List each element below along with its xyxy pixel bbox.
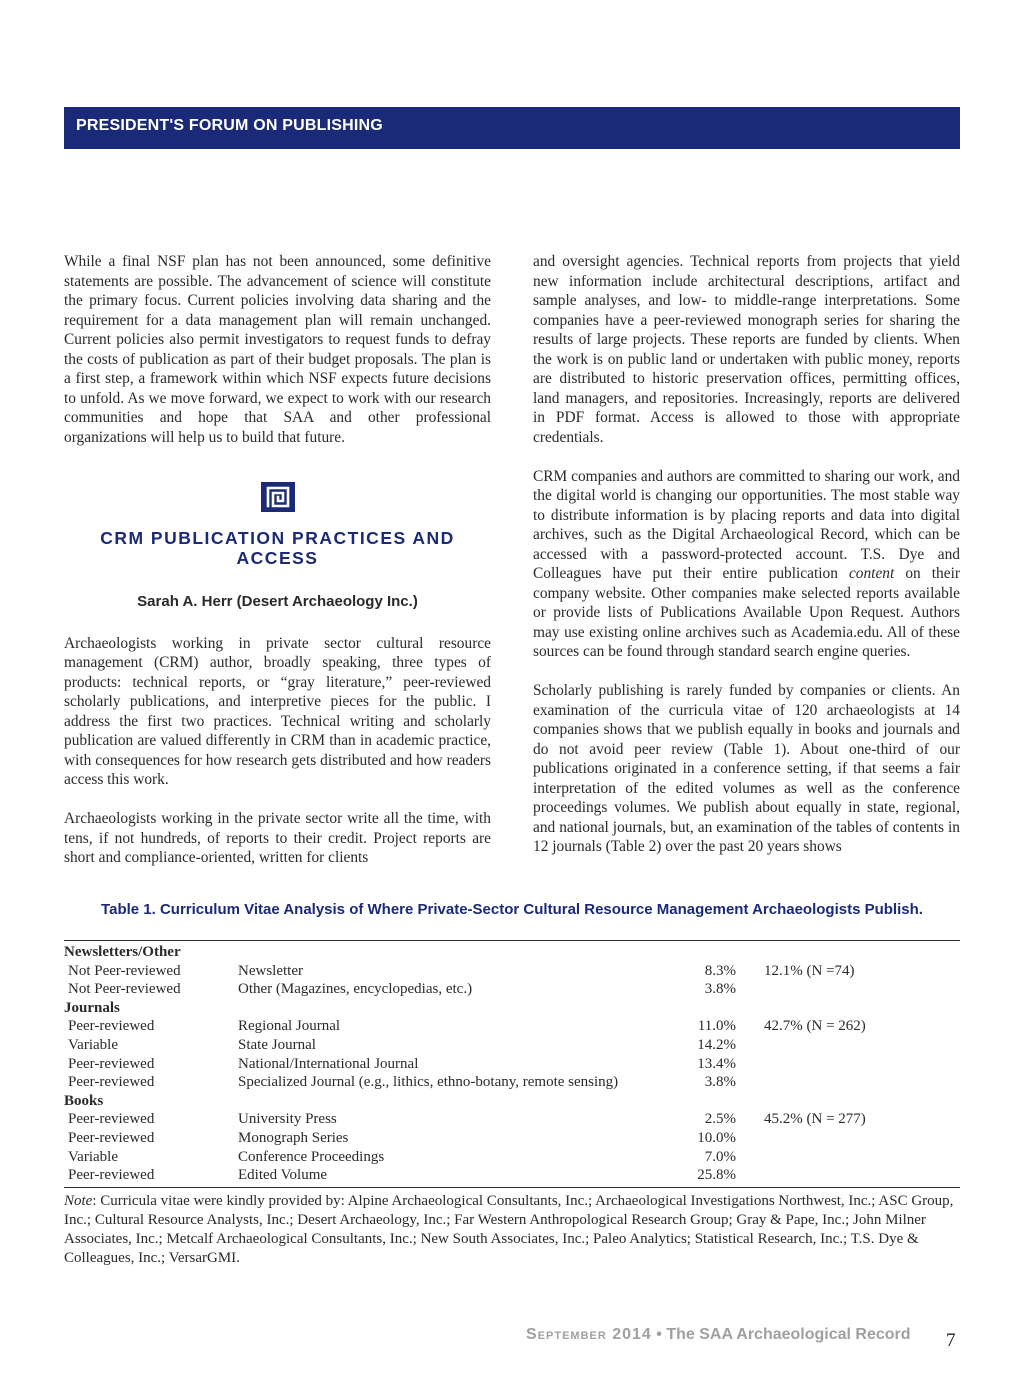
cv-analysis-table [64, 940, 960, 1188]
table-cell-c1: Peer-reviewed [68, 1129, 155, 1146]
table-cell-c2: University Press [238, 1111, 337, 1128]
table-row [64, 1166, 960, 1185]
table-row [64, 1148, 960, 1167]
table-cell-c3: 3.8% [704, 1074, 736, 1091]
table-cell-c3: 13.4% [697, 1055, 736, 1072]
table-cell-c2: Regional Journal [238, 1018, 341, 1035]
table-cell-c4 [764, 999, 960, 1018]
table-row [64, 1055, 960, 1074]
left-column [64, 252, 491, 887]
table-cell-c1: Newsletters/Other [64, 944, 181, 960]
table-group-row [64, 999, 960, 1018]
table-cell-c2: Monograph Series [238, 1129, 349, 1146]
table-cell-c1: Books [64, 1092, 104, 1109]
table-caption: Table 1. Curriculum Vitae Analysis of Where Private-Sector Cultural Resource Management Archaeologists Publish. [101, 901, 923, 918]
digital-sharing-paragraph: CRM companies and authors are committed to sharing our work, and the digital world is changing our opportunities. The most stable way to distribute information is by placing reports and data into digital archives, such as the Digital Archaeological Record, which can be accessed with a password-protected account. T.S. Dye and Colleagues have put their entire publication content on their company website. Other companies make selected reports available or provide lists of Publications Available Upon Request. Authors may use existing online archives such as Academia.edu. All of these sources can be found through standard search engine queries. [533, 467, 960, 660]
table-cell-c1: Peer-reviewed [68, 1055, 155, 1072]
table-cell-c1: Variable [68, 1036, 118, 1053]
table-cell-c1: Not Peer-reviewed [68, 981, 181, 998]
table-cell-c3: 14.2% [697, 1036, 736, 1053]
table-cell-c4: 42.7% (N = 262) [764, 1018, 866, 1035]
table-cell-c2: Specialized Journal (e.g., lithics, ethno-botany, remote sensing) [238, 1074, 619, 1091]
table-cell-c3: 3.8% [704, 981, 736, 998]
table-cell-c2: State Journal [238, 1036, 316, 1053]
table-cell-c4 [764, 943, 960, 962]
table-cell-c3: 7.0% [704, 1148, 736, 1165]
table-cell-c2 [238, 1092, 682, 1111]
table-cell-c2: Edited Volume [238, 1167, 328, 1184]
table-cell-c4 [764, 1148, 960, 1167]
table-note [64, 1192, 960, 1268]
table-row [64, 1129, 960, 1148]
footer-date: September 2014 [526, 1326, 652, 1343]
table-cell-c2: Other (Magazines, encyclopedias, etc.) [238, 981, 473, 998]
table-cell-c1: Not Peer-reviewed [68, 962, 181, 979]
page-number: 7 [946, 1330, 956, 1351]
table-cell-c1: Peer-reviewed [68, 1167, 155, 1184]
table-row [64, 1017, 960, 1036]
table-cell-c3: 25.8% [697, 1167, 736, 1184]
crm-reports-paragraph: Archaeologists working in the private sector write all the time, with tens, if not hundreds, of reports to their credit. Project reports are short and compliance-oriented, written for clients [64, 810, 491, 866]
scholarly-publishing-paragraph: Scholarly publishing is rarely funded by companies or clients. An examination of the curricula vitae of 120 archaeologists at 14 companies shows that we publish equally in books and journals and do not avoid peer review (Table 1). About one-third of our publications originated in a conference setting, if that seems a fair interpretation of the edited volumes as well as the conference proceedings volumes. We publish about equally in state, regional, and national journals, but, an examination of the tables of contents in 12 journals (Table 2) over the past 20 years shows [533, 682, 960, 855]
table-cell-c4 [764, 1166, 960, 1185]
table-group-row [64, 943, 960, 962]
table-cell-c3: 10.0% [697, 1129, 736, 1146]
note-label: Note [64, 1193, 93, 1209]
table-cell-c4 [764, 1036, 960, 1055]
page-footer [526, 1326, 911, 1344]
table-row [64, 1110, 960, 1129]
oversight-paragraph: and oversight agencies. Technical reports from projects that yield new information include architectural descriptions, artifact and sample analyses, and low- to middle-range interpretations. Some companies have a peer-reviewed monograph series for sharing the results of large projects. These reports are funded by clients. When the work is on public land or undertaken with public money, reports are distributed to historic preservation offices, permitting offices, land managers, and repositories. Increasingly, reports are delivered in PDF format. Access is allowed to those with appropriate credentials. [533, 253, 960, 446]
table-cell-c3 [682, 943, 764, 962]
table-cell-c4 [764, 1073, 960, 1092]
author-byline: Sarah A. Herr (Desert Archaeology Inc.) [137, 593, 418, 610]
table-row [64, 1073, 960, 1092]
table-cell-c3 [682, 999, 764, 1018]
table-cell-c1: Peer-reviewed [68, 1018, 155, 1035]
table-cell-c4 [764, 980, 960, 999]
table-cell-c3: 8.3% [704, 962, 736, 979]
table-cell-c4 [764, 1092, 960, 1111]
footer-separator: • [651, 1326, 667, 1343]
table-cell-c4: 45.2% (N = 277) [764, 1111, 866, 1128]
spiral-square-icon [260, 481, 296, 513]
right-column [533, 252, 960, 876]
table-row [64, 962, 960, 981]
table-cell-c1: Peer-reviewed [68, 1074, 155, 1091]
note-text: : Curricula vitae were kindly provided by: Alpine Archaeological Consultants, Inc.; Archaeological Investigations Northwest, Inc.; ASC Group, Inc.; Cultural Resource Analysts, Inc.; Desert Archaeology, Inc.; Far Western Anthropological Research Group; Gray & Pape, Inc.; John Milner Associates, Inc.; Metcalf Archaeological Consultants, Inc.; New South Associates, Inc.; Paleo Analytics; Statistical Research, Inc.; T.S. Dye & Colleagues, Inc.; VersarGMI. [64, 1193, 954, 1266]
footer-journal: The SAA Archaeological Record [666, 1326, 911, 1343]
table-group-row [64, 1092, 960, 1111]
nsf-paragraph: While a final NSF plan has not been announced, some definitive statements are possible. The advancement of science will constitute the primary focus. Current policies involving data sharing and the requirement for a data management plan will remain unchanged. Current policies also permit investigators to request funds to defray the costs of publication as part of their budget proposals. The plan is a first step, a framework within which NSF expects future decisions to unfold. As we move forward, we expect to work with our research communities and hope that SAA and other professional organizations will help us to build that future. [64, 253, 491, 446]
table-cell-c1: Variable [68, 1148, 118, 1165]
table-row [64, 1036, 960, 1055]
table-cell-c3: 11.0% [697, 1018, 736, 1035]
table-cell-c1: Journals [64, 999, 120, 1016]
table-cell-c3: 2.5% [704, 1111, 736, 1128]
table-cell-c4 [764, 1129, 960, 1148]
table-cell-c2 [238, 999, 682, 1018]
table-cell-c2: Conference Proceedings [238, 1148, 385, 1165]
table-cell-c2: Newsletter [238, 962, 303, 979]
section-title: CRM PUBLICATION PRACTICES AND ACCESS [100, 528, 455, 568]
table-cell-c2: National/International Journal [238, 1055, 419, 1072]
table-row [64, 980, 960, 999]
table-cell-c4: 12.1% (N =74) [764, 962, 855, 979]
table-cell-c4 [764, 1055, 960, 1074]
table-cell-c2 [238, 943, 682, 962]
table-cell-c3 [682, 1092, 764, 1111]
table-cell-c1: Peer-reviewed [68, 1111, 155, 1128]
section-banner [64, 107, 960, 149]
banner-title: PRESIDENT'S FORUM ON PUBLISHING [76, 117, 383, 134]
crm-intro-paragraph: Archaeologists working in private sector cultural resource management (CRM) author, broadly speaking, three types of products: technical reports, or “gray literature,” peer-reviewed scholarly publications, and interpretive pieces for the public. I address the first two practices. Technical writing and scholarly publication are valued differently in CRM than in academic practice, with consequences for how research gets distributed and how readers access this work. [64, 634, 491, 788]
